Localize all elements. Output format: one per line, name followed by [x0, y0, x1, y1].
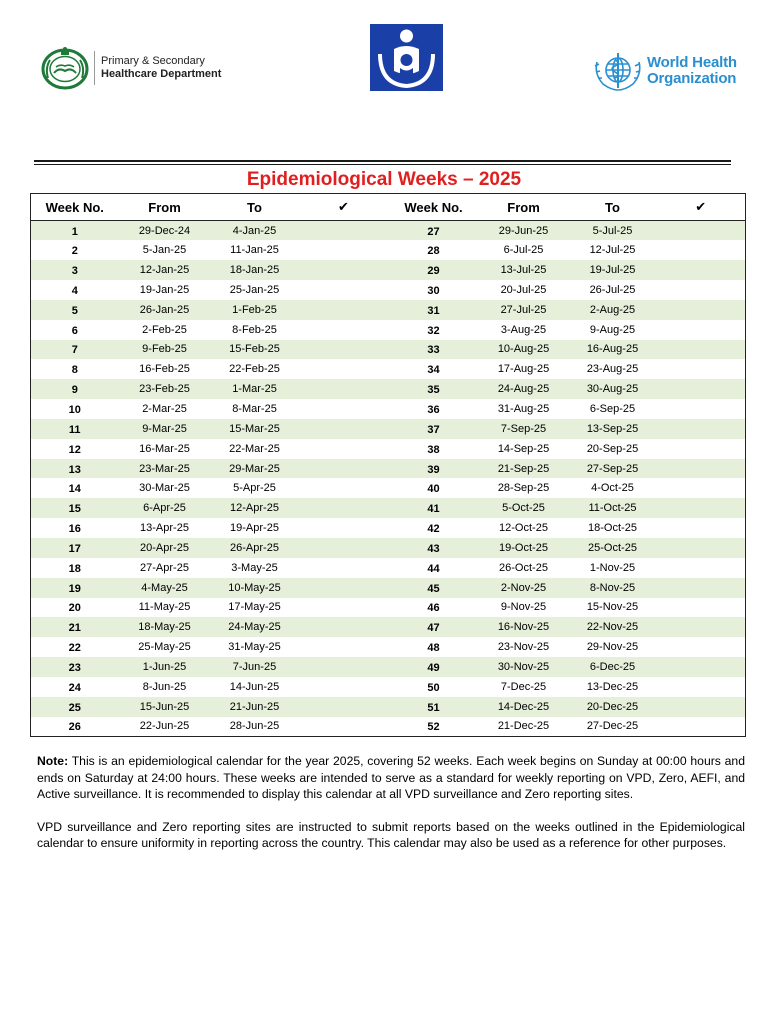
week-no-left-cell: 25 [31, 697, 119, 717]
note-section [37, 753, 745, 852]
from-right-cell: 19-Oct-25 [479, 538, 569, 558]
check-right-cell[interactable] [657, 399, 746, 419]
week-no-right-cell: 42 [427, 523, 440, 536]
check-right-cell[interactable] [657, 240, 746, 260]
week-no-left-cell: 4 [71, 284, 78, 297]
to-right-cell: 23-Aug-25 [586, 363, 639, 376]
from-left-cell: 12-Jan-25 [119, 260, 211, 280]
to-left-cell: 19-Apr-25 [230, 522, 279, 535]
check-left-cell[interactable] [299, 478, 389, 498]
to-right-cell: 11-Oct-25 [569, 498, 657, 518]
week-no-right-cell: 37 [389, 419, 479, 439]
to-left-cell: 15-Mar-25 [211, 419, 299, 439]
check-left-cell[interactable] [299, 598, 389, 618]
check-left-cell[interactable] [299, 419, 389, 439]
table-header-row [31, 194, 746, 221]
from-right-cell: 31-Aug-25 [497, 403, 550, 416]
to-right-cell: 8-Nov-25 [569, 578, 657, 598]
from-right-cell: 10-Aug-25 [479, 340, 569, 360]
week-no-right-cell: 29 [389, 260, 479, 280]
table-row [31, 478, 746, 498]
table-row [31, 240, 746, 260]
from-right-cell: 2-Nov-25 [479, 578, 569, 598]
from-left-cell: 18-May-25 [119, 617, 211, 637]
from-right-cell: 16-Nov-25 [479, 617, 569, 637]
table-row [31, 359, 746, 379]
week-no-left-cell: 5 [31, 300, 119, 320]
check-left-cell[interactable] [299, 697, 389, 717]
from-left-cell: 15-Jun-25 [119, 697, 211, 717]
from-left-cell: 22-Jun-25 [139, 720, 190, 733]
week-no-left-cell: 22 [68, 642, 81, 655]
week-no-right-cell: 36 [427, 404, 440, 417]
to-right-cell: 20-Sep-25 [586, 442, 639, 455]
check-right-cell[interactable] [657, 478, 746, 498]
week-no-left-cell: 3 [31, 260, 119, 280]
weeks-table-body [31, 221, 746, 737]
page-title: Epidemiological Weeks – 2025 [246, 169, 522, 190]
check-left-cell[interactable] [299, 320, 389, 340]
week-no-left-cell: 6 [71, 324, 78, 337]
table-row [31, 518, 746, 538]
check-right-cell[interactable] [657, 598, 746, 618]
from-left-cell: 27-Apr-25 [140, 561, 189, 574]
week-no-right-cell: 44 [427, 562, 440, 575]
note-paragraph-1 [37, 753, 745, 803]
who-logo-text [647, 55, 737, 87]
from-left-cell: 6-Apr-25 [119, 498, 211, 518]
check-right-cell[interactable] [657, 221, 746, 241]
week-no-left-cell: 2 [71, 245, 78, 258]
week-no-right-cell: 43 [389, 538, 479, 558]
from-left-cell: 16-Mar-25 [139, 442, 190, 455]
to-right-cell: 20-Dec-25 [569, 697, 657, 717]
to-left-cell: 7-Jun-25 [211, 657, 299, 677]
to-right-cell: 16-Aug-25 [569, 340, 657, 360]
table-row [31, 439, 746, 459]
week-no-right-cell: 49 [389, 657, 479, 677]
table-row [31, 717, 746, 737]
check-right-cell[interactable] [657, 697, 746, 717]
from-left-cell: 19-Jan-25 [139, 283, 190, 296]
check-left-cell[interactable] [299, 657, 389, 677]
to-left-cell: 10-May-25 [211, 578, 299, 598]
to-right-cell: 25-Oct-25 [569, 538, 657, 558]
week-no-left-cell: 18 [68, 562, 81, 575]
from-right-cell: 26-Oct-25 [499, 561, 548, 574]
week-no-right-cell: 32 [427, 324, 440, 337]
to-right-cell: 15-Nov-25 [586, 601, 639, 614]
from-left-cell: 30-Mar-25 [139, 482, 190, 495]
check-right-cell[interactable] [657, 260, 746, 280]
check-left-cell[interactable] [299, 340, 389, 360]
from-left-cell: 2-Mar-25 [142, 403, 187, 416]
table-row [31, 697, 746, 717]
table-row [31, 598, 746, 618]
from-right-cell: 3-Aug-25 [500, 323, 547, 336]
week-no-right-cell: 34 [427, 364, 440, 377]
from-left-cell: 9-Mar-25 [119, 419, 211, 439]
to-right-cell: 2-Aug-25 [569, 300, 657, 320]
mother-child-icon [370, 24, 443, 91]
pshd-line2: Healthcare Department [101, 68, 222, 80]
header-from-right: From [479, 194, 569, 221]
week-no-left-cell: 11 [31, 419, 119, 439]
who-line2: Organization [647, 70, 737, 87]
check-right-cell[interactable] [657, 637, 746, 657]
to-left-cell: 21-Jun-25 [211, 697, 299, 717]
from-right-cell: 13-Jul-25 [479, 260, 569, 280]
from-right-cell: 7-Dec-25 [500, 680, 547, 693]
table-row [31, 300, 746, 320]
to-right-cell: 13-Dec-25 [586, 680, 639, 693]
note-text-1: This is an epidemiological calendar for the year 2025, covering 52 weeks. Each week begins on Sunday at 00:00 hours and ends on Saturday at 24:00 hours. These weeks are intended to serve as a standard for weekly reporting on VPD, Zero, AEFI, and Active surveillance. It is recommended to display this calendar at all VPD surveillance and Zero reporting sites. [37, 754, 745, 801]
week-no-right-cell: 28 [427, 245, 440, 258]
check-left-cell[interactable] [299, 300, 389, 320]
week-no-right-cell: 50 [427, 681, 440, 694]
header-from-left: From [119, 194, 211, 221]
check-left-cell[interactable] [299, 280, 389, 300]
punjab-seal-icon [40, 45, 90, 91]
week-no-right-cell: 46 [427, 602, 440, 615]
table-row [31, 637, 746, 657]
to-left-cell: 14-Jun-25 [229, 680, 280, 693]
note-label: Note: [37, 754, 69, 768]
to-left-cell: 3-May-25 [231, 561, 278, 574]
table-row [31, 677, 746, 697]
check-left-cell[interactable] [299, 518, 389, 538]
check-right-cell[interactable] [657, 320, 746, 340]
header-to-right: To [569, 194, 657, 221]
from-left-cell: 4-May-25 [119, 578, 211, 598]
week-no-right-cell: 41 [389, 498, 479, 518]
weeks-table [30, 193, 746, 737]
from-right-cell: 6-Jul-25 [503, 244, 544, 257]
week-no-left-cell: 16 [68, 523, 81, 536]
pshd-line1: Primary & Secondary [101, 55, 205, 67]
logo-divider [94, 51, 95, 85]
week-no-right-cell: 48 [427, 642, 440, 655]
to-right-cell: 18-Oct-25 [588, 522, 637, 535]
week-no-right-cell: 33 [389, 340, 479, 360]
check-left-cell[interactable] [299, 558, 389, 578]
table-row [31, 419, 746, 439]
to-left-cell: 25-Jan-25 [229, 283, 280, 296]
from-left-cell: 29-Dec-24 [119, 221, 211, 241]
check-right-cell[interactable] [657, 439, 746, 459]
from-right-cell: 20-Jul-25 [500, 283, 547, 296]
pshd-logo [40, 44, 230, 92]
from-left-cell: 13-Apr-25 [140, 522, 189, 535]
from-left-cell: 26-Jan-25 [119, 300, 211, 320]
check-right-cell[interactable] [657, 379, 746, 399]
header-to-left: To [211, 194, 299, 221]
week-no-left-cell: 12 [68, 443, 81, 456]
check-right-cell[interactable] [657, 459, 746, 479]
check-left-cell[interactable] [299, 240, 389, 260]
from-right-cell: 21-Sep-25 [479, 459, 569, 479]
from-left-cell: 2-Feb-25 [142, 323, 187, 336]
check-left-cell[interactable] [299, 538, 389, 558]
week-no-left-cell: 26 [68, 721, 81, 734]
to-left-cell: 1-Feb-25 [211, 300, 299, 320]
check-right-cell[interactable] [657, 657, 746, 677]
check-left-cell[interactable] [299, 459, 389, 479]
table-row [31, 379, 746, 399]
table-row [31, 320, 746, 340]
from-right-cell: 29-Jun-25 [479, 221, 569, 241]
from-right-cell: 14-Dec-25 [479, 697, 569, 717]
table-row [31, 260, 746, 280]
to-left-cell: 8-Mar-25 [232, 403, 277, 416]
check-right-cell[interactable] [657, 578, 746, 598]
check-right-cell[interactable] [657, 538, 746, 558]
from-right-cell: 12-Oct-25 [499, 522, 548, 535]
to-right-cell: 6-Dec-25 [569, 657, 657, 677]
to-right-cell: 1-Nov-25 [589, 561, 636, 574]
to-right-cell: 13-Sep-25 [569, 419, 657, 439]
to-right-cell: 22-Nov-25 [569, 617, 657, 637]
from-left-cell: 23-Feb-25 [119, 379, 211, 399]
from-right-cell: 30-Nov-25 [479, 657, 569, 677]
from-left-cell: 1-Jun-25 [119, 657, 211, 677]
to-left-cell: 15-Feb-25 [211, 340, 299, 360]
from-left-cell: 5-Jan-25 [142, 244, 187, 257]
pshd-logo-text [101, 55, 221, 81]
header-week-no-right: Week No. [389, 194, 479, 221]
to-right-cell: 6-Sep-25 [589, 403, 636, 416]
week-no-right-cell: 30 [427, 284, 440, 297]
week-no-left-cell: 13 [31, 459, 119, 479]
table-row [31, 399, 746, 419]
week-no-left-cell: 14 [68, 483, 81, 496]
table-row [31, 538, 746, 558]
to-left-cell: 1-Mar-25 [211, 379, 299, 399]
check-right-cell[interactable] [657, 617, 746, 637]
week-no-left-cell: 8 [71, 364, 78, 377]
check-left-cell[interactable] [299, 439, 389, 459]
table-row [31, 280, 746, 300]
to-left-cell: 12-Apr-25 [211, 498, 299, 518]
table-row [31, 340, 746, 360]
week-no-right-cell: 39 [389, 459, 479, 479]
from-right-cell: 9-Nov-25 [500, 601, 547, 614]
from-right-cell: 17-Aug-25 [497, 363, 550, 376]
from-right-cell: 24-Aug-25 [479, 379, 569, 399]
check-left-cell[interactable] [299, 359, 389, 379]
check-left-cell[interactable] [299, 677, 389, 697]
to-left-cell: 24-May-25 [211, 617, 299, 637]
check-right-cell[interactable] [657, 717, 746, 737]
from-left-cell: 23-Mar-25 [119, 459, 211, 479]
to-left-cell: 22-Mar-25 [229, 442, 280, 455]
week-no-right-cell: 38 [427, 443, 440, 456]
check-left-cell[interactable] [299, 617, 389, 637]
from-right-cell: 21-Dec-25 [497, 720, 550, 733]
from-left-cell: 11-May-25 [138, 601, 191, 614]
from-left-cell: 25-May-25 [138, 641, 191, 654]
note-paragraph-2: VPD surveillance and Zero reporting sites are instructed to submit reports based on the weeks outlined in the Epidemiological calendar to ensure uniformity in reporting across the country. This calendar may also be used as a reference for other purposes. [37, 819, 745, 850]
check-right-cell[interactable] [657, 359, 746, 379]
to-right-cell: 26-Jul-25 [589, 283, 636, 296]
who-logo [591, 50, 751, 92]
who-emblem-icon [591, 50, 645, 92]
from-left-cell: 20-Apr-25 [119, 538, 211, 558]
to-right-cell: 29-Nov-25 [586, 641, 639, 654]
check-right-cell[interactable] [657, 340, 746, 360]
from-right-cell: 5-Oct-25 [479, 498, 569, 518]
week-no-left-cell: 21 [31, 617, 119, 637]
table-row [31, 657, 746, 677]
table-row [31, 459, 746, 479]
from-right-cell: 28-Sep-25 [497, 482, 550, 495]
check-left-cell[interactable] [299, 578, 389, 598]
from-right-cell: 7-Sep-25 [479, 419, 569, 439]
header-check-right: ✔ [657, 194, 746, 221]
to-left-cell: 17-May-25 [228, 601, 281, 614]
to-left-cell: 22-Feb-25 [229, 363, 280, 376]
to-left-cell: 8-Feb-25 [232, 323, 277, 336]
who-line1: World Health [647, 54, 737, 71]
to-right-cell: 30-Aug-25 [569, 379, 657, 399]
to-right-cell: 9-Aug-25 [589, 323, 636, 336]
week-no-left-cell: 9 [31, 379, 119, 399]
check-left-cell[interactable] [299, 399, 389, 419]
check-right-cell[interactable] [657, 280, 746, 300]
week-no-right-cell: 31 [389, 300, 479, 320]
week-no-right-cell: 52 [427, 721, 440, 734]
from-right-cell: 27-Jul-25 [479, 300, 569, 320]
week-no-left-cell: 20 [68, 602, 81, 615]
to-left-cell: 29-Mar-25 [211, 459, 299, 479]
to-right-cell: 27-Sep-25 [569, 459, 657, 479]
to-left-cell: 18-Jan-25 [211, 260, 299, 280]
header-week-no-left: Week No. [31, 194, 119, 221]
week-no-left-cell: 7 [31, 340, 119, 360]
from-left-cell: 9-Feb-25 [119, 340, 211, 360]
week-no-right-cell: 27 [389, 221, 479, 241]
check-right-cell[interactable] [657, 300, 746, 320]
check-right-cell[interactable] [657, 677, 746, 697]
to-right-cell: 27-Dec-25 [586, 720, 639, 733]
week-no-left-cell: 23 [31, 657, 119, 677]
table-row [31, 578, 746, 598]
header-rule-thin [34, 164, 731, 165]
table-row [31, 498, 746, 518]
header-check-left: ✔ [299, 194, 389, 221]
check-left-cell[interactable] [299, 637, 389, 657]
table-row [31, 558, 746, 578]
to-left-cell: 5-Apr-25 [233, 482, 276, 495]
week-no-left-cell: 1 [31, 221, 119, 241]
week-no-right-cell: 40 [427, 483, 440, 496]
check-right-cell[interactable] [657, 558, 746, 578]
to-right-cell: 4-Oct-25 [591, 482, 634, 495]
week-no-right-cell: 35 [389, 379, 479, 399]
week-no-left-cell: 24 [68, 681, 81, 694]
week-no-right-cell: 45 [389, 578, 479, 598]
check-left-cell[interactable] [299, 717, 389, 737]
table-row [31, 221, 746, 241]
to-left-cell: 31-May-25 [228, 641, 281, 654]
header-rule [34, 160, 731, 162]
table-row [31, 617, 746, 637]
check-left-cell[interactable] [299, 498, 389, 518]
to-left-cell: 11-Jan-25 [230, 244, 279, 257]
check-left-cell[interactable] [299, 379, 389, 399]
week-no-left-cell: 10 [68, 404, 81, 417]
to-left-cell: 26-Apr-25 [211, 538, 299, 558]
from-left-cell: 16-Feb-25 [139, 363, 190, 376]
from-right-cell: 23-Nov-25 [497, 641, 550, 654]
from-left-cell: 8-Jun-25 [142, 680, 187, 693]
to-left-cell: 4-Jan-25 [211, 221, 299, 241]
check-right-cell[interactable] [657, 498, 746, 518]
check-right-cell[interactable] [657, 518, 746, 538]
check-left-cell[interactable] [299, 260, 389, 280]
check-right-cell[interactable] [657, 419, 746, 439]
to-right-cell: 12-Jul-25 [589, 244, 636, 257]
from-right-cell: 14-Sep-25 [497, 442, 550, 455]
week-no-left-cell: 15 [31, 498, 119, 518]
week-no-left-cell: 19 [31, 578, 119, 598]
week-no-right-cell: 51 [389, 697, 479, 717]
to-right-cell: 5-Jul-25 [569, 221, 657, 241]
week-no-right-cell: 47 [389, 617, 479, 637]
to-left-cell: 28-Jun-25 [229, 720, 280, 733]
week-no-left-cell: 17 [31, 538, 119, 558]
check-left-cell[interactable] [299, 221, 389, 241]
to-right-cell: 19-Jul-25 [569, 260, 657, 280]
